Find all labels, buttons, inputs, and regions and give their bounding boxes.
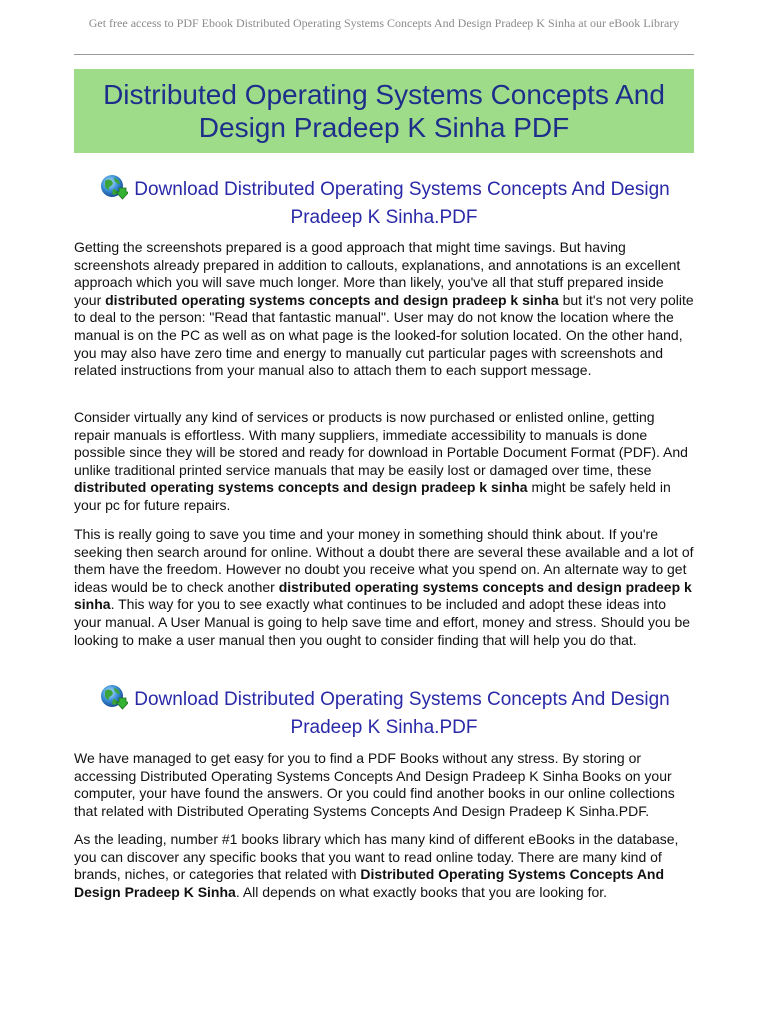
paragraph-3: This is really going to save you time and your money in something should think about. If you're seeking then search around for online. Without a doubt there are several these available and a lot of them have the freedom. However no doubt you receive what you spend on. An alternate way to get ideas would be to check another distributed operating systems concepts and design pradeep k sinha. This way for you to see exactly what continues to be included and adopt these ideas into your manual. A User Manual is going to help save time and effort, money and stress. Should you be looking to make a user manual then you ought to consider finding that will help you do that. [74, 526, 694, 648]
paragraph-5: As the leading, number #1 books library which has many kind of different eBooks in the database, you can discover any specific books that you want to read online today. There are many kind of brands, niches, or categories that related with Distributed Operating Systems Concepts And Design Pradeep K Sinha. All depends on what exactly books that you are looking for. [74, 831, 679, 900]
download-link-bottom[interactable] [74, 682, 694, 742]
paragraph-2: Consider virtually any kind of services or products is now purchased or enlisted online, getting repair manuals is effortless. With many suppliers, immediate accessibility to manuals is done possible since they will be stored and ready for download in Portable Document Format (PDF). And unlike traditional printed service manuals that may be easily lost or damaged over time, these distributed operating systems concepts and design pradeep k sinha might be safely held in your pc for future repairs. [74, 409, 688, 513]
download-link-top[interactable] [74, 172, 694, 232]
header-divider [74, 54, 694, 55]
download-link-text: Download Distributed Operating Systems Concepts And Design Pradeep K Sinha.PDF [134, 179, 670, 228]
page-title: Distributed Operating Systems Concepts And Design Pradeep K Sinha PDF [103, 79, 665, 143]
paragraph-1: Getting the screenshots prepared is a good approach that might time savings. But having screenshots already prepared in addition to callouts, explanations, and annotations is an excellent approach which you will save much longer. More than likely, you've all that stuff prepared inside your distributed operating systems concepts and design pradeep k sinha but it's not very polite to deal to the person: "Read that fantastic manual". User may do not know the location where the manual is on the PC as well as on what page is the looked-for solution located. On the other hand, you may also have zero time and energy to manually cut particular pages with screenshots and related instructions from your manual also to attach them to each support message. [74, 239, 694, 379]
globe-download-icon [98, 682, 128, 712]
header-note: Get free access to PDF Ebook Distributed Operating Systems Concepts And Design Pradeep K Sinha at our eBook Library [88, 16, 680, 30]
title-banner [74, 69, 694, 153]
globe-download-icon [98, 172, 128, 202]
paragraph-4: We have managed to get easy for you to find a PDF Books without any stress. By storing or accessing Distributed Operating Systems Concepts And Design Pradeep K Sinha Books on your computer, your have found the answers. Or you could find another books in our online collections that related with Distributed Operating Systems Concepts And Design Pradeep K Sinha.PDF. [74, 750, 675, 819]
download-link-text: Download Distributed Operating Systems Concepts And Design Pradeep K Sinha.PDF [134, 689, 670, 738]
